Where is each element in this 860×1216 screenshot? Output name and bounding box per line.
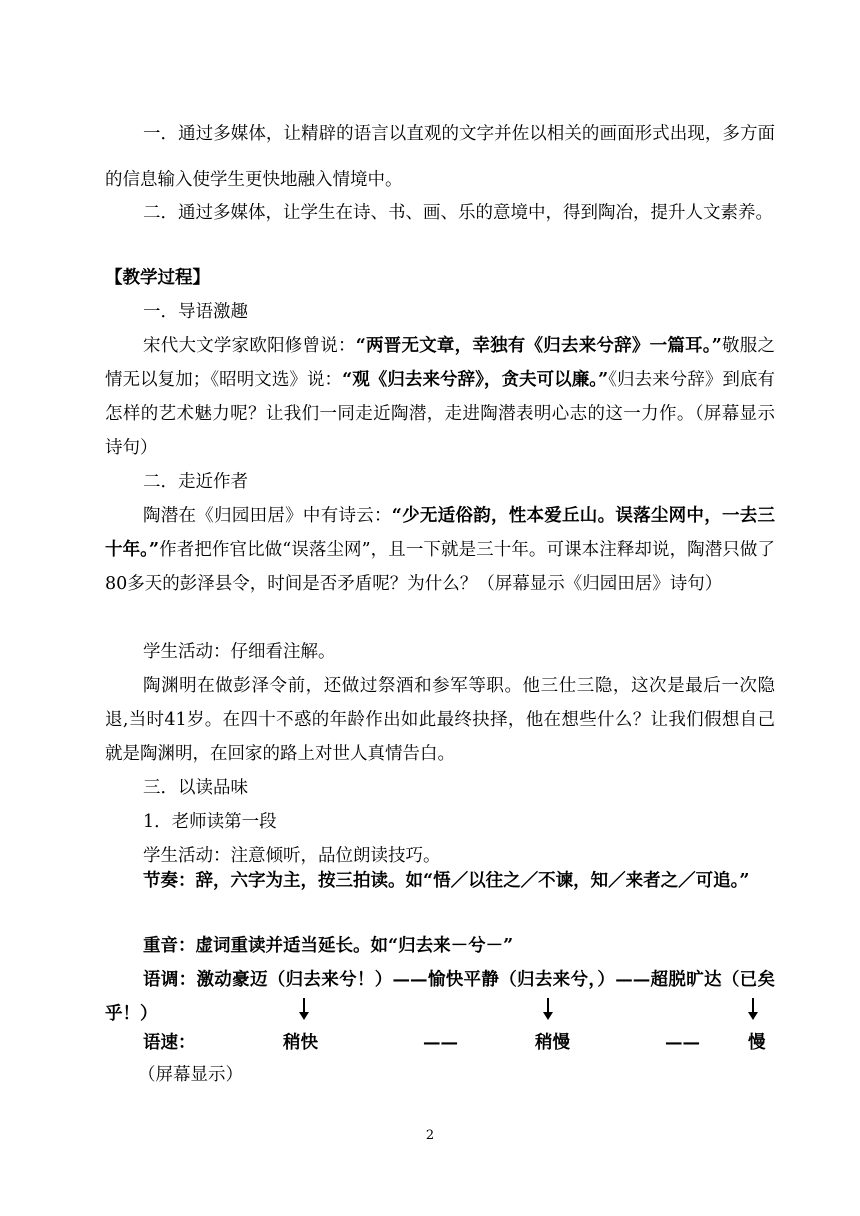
goal-1: 一．通过多媒体，让精辟的语言以直观的文字并佐以相关的画面形式出现，多方面的信息输入使学生更快地融入情境中。: [105, 124, 775, 190]
step1-paragraph: [105, 329, 775, 465]
step1-title: 一．导语激趣: [143, 302, 248, 322]
step1-quote-1: “两晋无文章，幸独有《归去来兮辞》一篇耳。”: [355, 336, 722, 356]
screen-note: （屏幕显示）: [138, 1065, 243, 1085]
speed-slowest: 慢: [748, 1033, 766, 1053]
step1-text-c: 《归去来兮辞》到底有怎样的艺术魅力呢？让我们一同走近陶潜，走进陶潜表明心志的这一力作。（屏幕显示诗句）: [105, 370, 775, 458]
speed-fast: 稍快: [283, 1033, 318, 1053]
step1-text-b: 敬服之情无以复加；《昭明文选》说：: [105, 336, 776, 390]
rhythm-line: 节奏：辞，六字为主，按三拍读。如“悟／以往之／不谏，知／来者之／可追。”: [143, 871, 750, 891]
step2-quote: “少无适俗韵，性本爱丘山。误落尘网中，一去三十年。”: [105, 506, 775, 560]
step2-paragraph-2: 陶渊明在做彭泽令前，还做过祭酒和参军等职。他三仕三隐，这次是最后一次隐退,当时41岁。在四十不惑的年龄作出如此最终抉择，他在想些什么？让我们假想自己就是陶渊明，在回家的路上对世人真情告白。: [105, 676, 775, 764]
speed-dash-2: ——: [665, 1033, 700, 1053]
step2-title: 二．走近作者: [143, 472, 248, 492]
step1-text-a: 宋代大文学家欧阳修曾说：: [143, 336, 356, 356]
down-arrow-2-icon: [547, 998, 549, 1014]
step3-activity: 学生活动：注意倾听，品位朗读技巧。: [143, 846, 441, 866]
stress-line: 重音：虚词重读并适当延长。如“归去来－兮－”: [143, 936, 514, 956]
step3-sub-1: 1．老师读第一段: [143, 812, 277, 832]
heading-teaching-process: 【教学过程】: [105, 268, 210, 288]
step2-text-a: 陶潜在《归园田居》中有诗云：: [143, 506, 392, 526]
goal-2: 二．通过多媒体，让学生在诗、书、画、乐的意境中，得到陶冶，提升人文素养。: [143, 203, 773, 223]
page-number: 2: [425, 1128, 435, 1143]
speed-label: 语速：: [143, 1033, 196, 1053]
down-arrow-3-icon: [752, 998, 754, 1014]
step2-text-b: 作者把作官比做“误落尘网”，且一下就是三十年。可课本注释却说，陶潜只做了80多天的彭泽县令，时间是否矛盾呢？为什么？（屏幕显示《归园田居》诗句）: [105, 540, 775, 594]
speed-slow: 稍慢: [535, 1033, 570, 1053]
speed-dash-1: ——: [423, 1033, 458, 1053]
step2-activity: 学生活动：仔细看注解。: [143, 642, 336, 662]
step2-paragraph: [105, 499, 775, 601]
speed-row: [143, 1026, 775, 1060]
step3-title: 三．以读品味: [143, 778, 248, 798]
down-arrow-1-icon: [303, 998, 305, 1014]
tone-line: 语调：激动豪迈（归去来兮！）——愉快平静（归去来兮，）——超脱旷达（已矣乎！）: [105, 970, 775, 1024]
step1-quote-2: “观《归去来兮辞》，贪夫可以廉。”: [342, 370, 609, 390]
